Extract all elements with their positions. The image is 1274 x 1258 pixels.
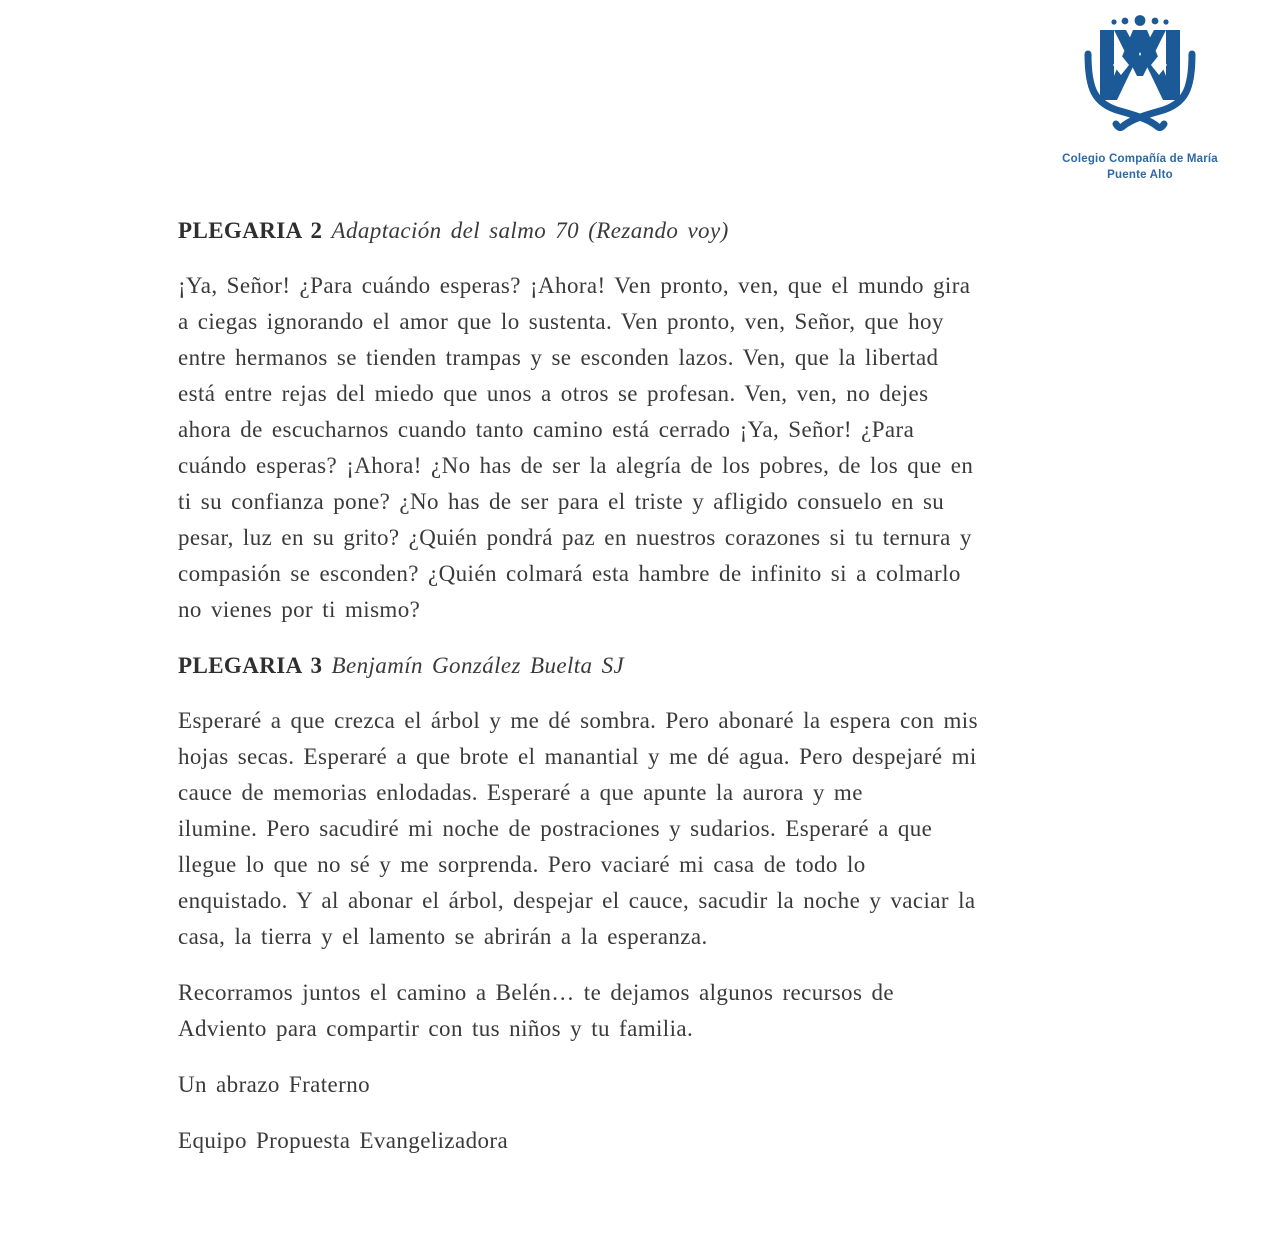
signature-line: Equipo Propuesta Evangelizadora	[178, 1128, 509, 1153]
heading-subtitle-plegaria-2: Adaptación del salmo 70 (Rezando voy)	[331, 218, 729, 243]
logo-caption-school-name: Colegio Compañía de María	[1062, 153, 1218, 165]
logo-caption-location: Puente Alto	[1107, 169, 1173, 181]
section-heading-plegaria-3	[178, 648, 1110, 684]
school-logo	[1058, 14, 1222, 183]
section-heading-plegaria-2	[178, 213, 1110, 249]
prayer-text-plegaria-2: ¡Ya, Señor! ¿Para cuándo esperas? ¡Ahora! Ven pronto, ven, que el mundo gira a ciegas ignorando el amor que lo sustenta. Ven pronto, ven, Señor, que hoy entre hermanos se tienden trampas y se esconden lazos. Ven, que la libertad está entre rejas del miedo que unos a otros se profesan. Ven, ven, no dejes ahora de escucharnos cuando tanto camino está cerrado ¡Ya, Señor! ¿Para cuándo esperas? ¡Ahora! ¿No has de ser la alegría de los pobres, de los que en ti su confianza pone? ¿No has de ser para el triste y afligido consuelo en su pesar, luz en su grito? ¿Quién pondrá paz en nuestros corazones si tu ternura y compasión se esconden? ¿Quién colmará esta hambre de infinito si a colmarlo no vienes por ti mismo?	[178, 273, 974, 622]
heading-label-plegaria-2: PLEGARIA 2	[178, 218, 323, 243]
marian-monogram-icon	[1080, 14, 1200, 149]
logo-caption	[1058, 151, 1222, 183]
prayer-text-plegaria-3: Esperaré a que crezca el árbol y me dé sombra. Pero abonaré la espera con mis hojas secas. Esperaré a que brote el manantial y me dé agua. Pero despejaré mi cauce de memorias enlodadas. Esperaré a que apunte la aurora y me ilumine. Pero sacudiré mi noche de postraciones y sudarios. Esperaré a que llegue lo que no sé y me sorprenda. Pero vaciaré mi casa de todo lo enquistado. Y al abonar el árbol, despejar el cauce, sacudir la noche y vaciar la casa, la tierra y el lamento se abrirán a la esperanza.	[178, 708, 978, 949]
document-content	[178, 213, 1110, 1179]
heading-subtitle-plegaria-3: Benjamín González Buelta SJ	[331, 653, 625, 678]
closing-invitation: Recorramos juntos el camino a Belén… te dejamos algunos recursos de Adviento para compartir con tus niños y tu familia.	[178, 980, 894, 1041]
farewell-line: Un abrazo Fraterno	[178, 1072, 371, 1097]
heading-label-plegaria-3: PLEGARIA 3	[178, 653, 323, 678]
